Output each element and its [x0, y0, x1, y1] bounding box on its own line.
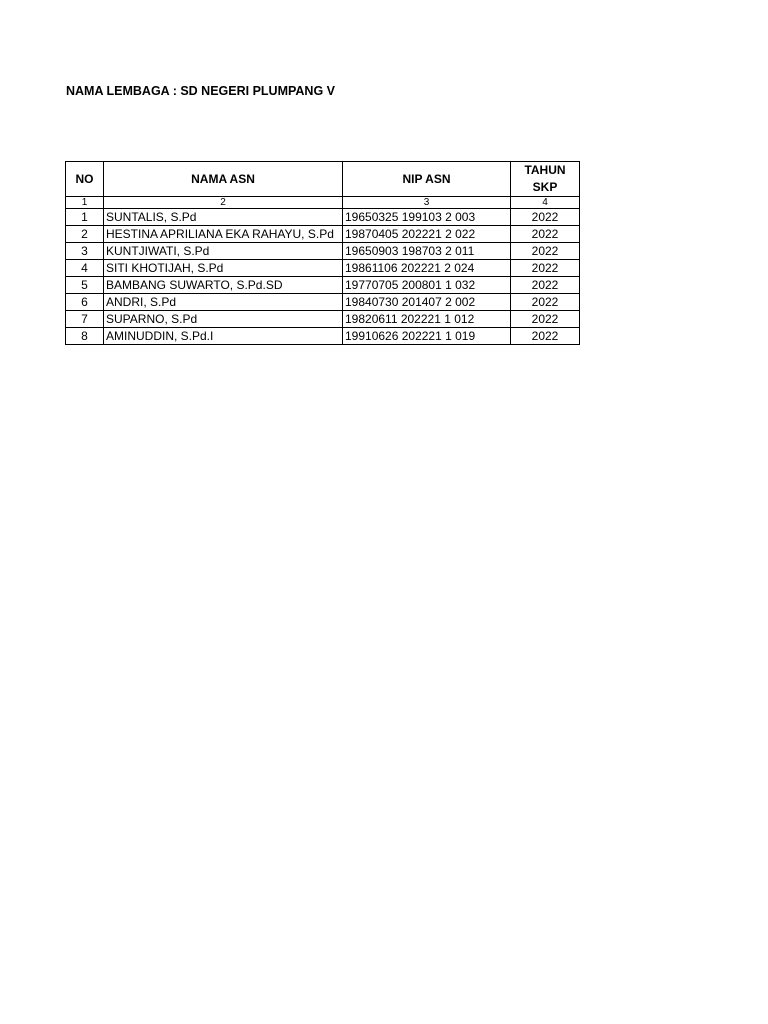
table-header-row: [66, 162, 580, 197]
cell-nama-asn: SUPARNO, S.Pd: [104, 311, 343, 328]
cell-nip-asn: 19861106 202221 2 024: [343, 260, 511, 277]
institution-title: NAMA LEMBAGA : SD NEGERI PLUMPANG V: [66, 84, 335, 98]
table-row: [66, 209, 580, 226]
column-index-row: [66, 197, 580, 209]
cell-no: 3: [66, 243, 104, 260]
header-nip-asn: NIP ASN: [343, 162, 511, 197]
header-no: NO: [66, 162, 104, 197]
cell-no: 8: [66, 328, 104, 345]
cell-nip-asn: 19770705 200801 1 032: [343, 277, 511, 294]
header-tahun-skp: [511, 162, 580, 197]
asn-table: [65, 161, 580, 345]
cell-tahun-skp: 2022: [511, 294, 580, 311]
cell-tahun-skp: 2022: [511, 277, 580, 294]
cell-no: 1: [66, 209, 104, 226]
header-tahun-line2: SKP: [532, 180, 558, 194]
cell-nama-asn: HESTINA APRILIANA EKA RAHAYU, S.Pd: [104, 226, 343, 243]
header-nama-asn: NAMA ASN: [104, 162, 343, 197]
table-row: [66, 260, 580, 277]
cell-no: 4: [66, 260, 104, 277]
cell-tahun-skp: 2022: [511, 260, 580, 277]
cell-nip-asn: 19820611 202221 1 012: [343, 311, 511, 328]
cell-no: 6: [66, 294, 104, 311]
cell-nama-asn: ANDRI, S.Pd: [104, 294, 343, 311]
header-tahun-line1: TAHUN: [524, 163, 566, 177]
cell-nama-asn: KUNTJIWATI, S.Pd: [104, 243, 343, 260]
cell-nip-asn: 19910626 202221 1 019: [343, 328, 511, 345]
table-row: [66, 328, 580, 345]
table-row: [66, 243, 580, 260]
cell-no: 7: [66, 311, 104, 328]
column-index: 4: [511, 197, 580, 209]
cell-tahun-skp: 2022: [511, 243, 580, 260]
cell-nip-asn: 19650903 198703 2 011: [343, 243, 511, 260]
cell-tahun-skp: 2022: [511, 209, 580, 226]
cell-nip-asn: 19650325 199103 2 003: [343, 209, 511, 226]
cell-nip-asn: 19840730 201407 2 002: [343, 294, 511, 311]
cell-tahun-skp: 2022: [511, 226, 580, 243]
cell-no: 2: [66, 226, 104, 243]
cell-nip-asn: 19870405 202221 2 022: [343, 226, 511, 243]
table-row: [66, 311, 580, 328]
column-index: 3: [343, 197, 511, 209]
column-index: 2: [104, 197, 343, 209]
table-row: [66, 277, 580, 294]
table-row: [66, 294, 580, 311]
cell-no: 5: [66, 277, 104, 294]
cell-nama-asn: BAMBANG SUWARTO, S.Pd.SD: [104, 277, 343, 294]
column-index: 1: [66, 197, 104, 209]
cell-tahun-skp: 2022: [511, 311, 580, 328]
cell-nama-asn: AMINUDDIN, S.Pd.I: [104, 328, 343, 345]
cell-nama-asn: SITI KHOTIJAH, S.Pd: [104, 260, 343, 277]
table-row: [66, 226, 580, 243]
cell-tahun-skp: 2022: [511, 328, 580, 345]
cell-nama-asn: SUNTALIS, S.Pd: [104, 209, 343, 226]
